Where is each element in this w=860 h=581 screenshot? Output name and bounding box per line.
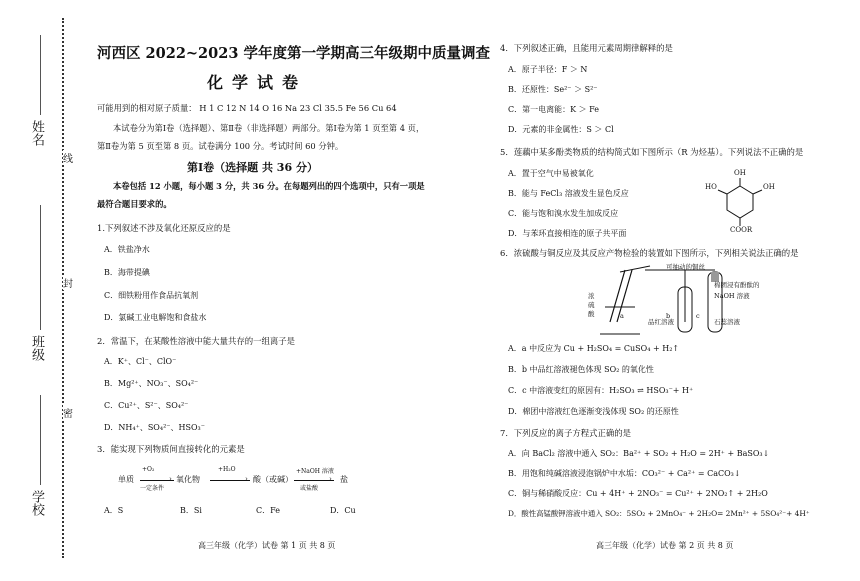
footer-left: 高三年级（化学）试卷 第 1 页 共 8 页: [198, 541, 336, 550]
chain-arrow2-head: ›: [245, 475, 248, 483]
q5-option-d: D．与苯环直接相连的原子共平面: [508, 229, 627, 238]
class-underline: [40, 205, 41, 330]
struct-oh-top: OH: [734, 169, 746, 177]
subject-title: 化学试卷: [207, 73, 308, 92]
struct-oh-right: OH: [763, 183, 775, 191]
chain-salt: 盐: [340, 475, 348, 484]
q4-option-d: D．元素的非金属性：S ＞ Cl: [508, 125, 614, 134]
class-label: 班级: [29, 335, 44, 361]
seal-char-dense: 密: [63, 405, 73, 420]
q5-option-a: A．置于空气中易被氧化: [508, 169, 594, 178]
info-line-1: 本试卷分为第Ⅰ卷（选择题）、第Ⅱ卷（非选择题）两部分。第Ⅰ卷为第 1 页至第 4 页，: [113, 123, 425, 133]
q1-option-d: D．氯碱工业电解饱和食盐水: [104, 313, 207, 322]
q6-option-b: B．b 中品红溶液褪色体现 SO₂ 的氧化性: [508, 365, 654, 374]
label-conc-acid: 浓硫酸: [588, 292, 595, 318]
q1-stem: 1.下列叙述不涉及氧化还原反应的是: [97, 223, 231, 233]
atomic-mass-line: 可能用到的相对原子质量： H 1 C 12 N 14 O 16 Na 23 Cl 35.5 Fe 56 Cu 64: [97, 103, 397, 113]
q7-option-d: D．酸性高锰酸钾溶液中通入 SO₂：5SO₂ + 2MnO₄⁻ + 2H₂O= 2Mn²⁺ + 5SO₄²⁻+ 4H⁺: [508, 509, 810, 518]
q4-option-c: C．第一电离能：K ＞ Fe: [508, 105, 600, 114]
q5-option-c: C．能与饱和溴水发生加成反应: [508, 209, 619, 218]
school-underline: [40, 395, 41, 485]
exam-title: 河西区 2022~2023 学年度第一学期高三年级期中质量调查: [97, 45, 490, 62]
chain-acid-base: 酸（或碱）: [253, 475, 293, 484]
chain-arrow1-bottom: 一定条件: [140, 485, 165, 492]
label-magenta-solution: 品红溶液: [648, 318, 674, 326]
label-b: b: [666, 312, 671, 320]
q7-option-b: B．用饱和纯碱溶液浸泡锅炉中水垢：CO₃²⁻ + Ca²⁺ = CaCO₃↓: [508, 469, 741, 478]
chain-arrow1-top: +O₂: [142, 466, 155, 473]
q2-option-b: B．Mg²⁺、NO₃⁻、SO₄²⁻: [104, 379, 199, 388]
q1-option-a: A．铁盐净水: [104, 245, 150, 254]
q1-option-c: C．细铁粉用作食品抗氧剂: [104, 291, 199, 300]
q3-option-d: D．Cu: [330, 506, 356, 515]
q3-option-b: B．Si: [180, 506, 202, 515]
label-c: c: [696, 312, 700, 320]
q7-option-c: C．铜与稀硝酸反应：Cu + 4H⁺ + 2NO₃⁻ = Cu²⁺ + 2NO₂↑ + 2H₂O: [508, 489, 768, 498]
label-naoh: NaOH 溶液: [714, 292, 750, 300]
label-litmus-solution: 石蕊溶液: [714, 318, 740, 326]
chain-arrow2-top: +H₂O: [218, 466, 236, 473]
chain-oxide: 氧化物: [176, 475, 200, 484]
chain-arrow3: [294, 480, 334, 481]
q2-option-d: D．NH₄⁺、SO₄²⁻、HSO₃⁻: [104, 423, 205, 432]
q3-option-a: A．S: [104, 506, 124, 515]
q6-option-c: C．c 中溶液变红的原因有：H₂SO₃ ⇌ HSO₃⁻+ H⁺: [508, 386, 694, 395]
q5-option-b: B．能与 FeCl₃ 溶液发生显色反应: [508, 189, 629, 198]
q4-stem: 4．下列叙述正确，且能用元素周期律解释的是: [500, 43, 673, 53]
q6-option-d: D．棉团中溶液红色逐渐变浅体现 SO₂ 的还原性: [508, 407, 679, 416]
q2-option-a: A．K⁺、Cl⁻、ClO⁻: [104, 357, 177, 366]
q1-option-b: B．海带提碘: [104, 268, 150, 277]
section-1-title: 第Ⅰ卷（选择题 共 36 分）: [187, 161, 318, 174]
struct-ho-left: HO: [705, 183, 717, 191]
chain-arrow3-top: +NaOH 溶液: [296, 468, 334, 475]
q5-stem: 5．莲藕中某多酚类物质的结构简式如下图所示（R 为烃基）。下列说法不正确的是: [500, 147, 804, 157]
q6-stem: 6．浓硫酸与铜反应及其反应产物检验的装置如下图所示，下列相关说法正确的是: [500, 248, 799, 258]
label-copper-wire: 可抽动的铜丝: [666, 263, 705, 271]
info-line-2: 第Ⅱ卷为第 5 页至第 8 页。试卷满分 100 分。考试时间 60 分钟。: [97, 141, 344, 151]
label-a: a: [620, 312, 624, 320]
q7-option-a: A．向 BaCl₂ 溶液中通入 SO₂：Ba²⁺ + SO₂ + H₂O = 2H⁺ + BaSO₃↓: [508, 449, 770, 458]
chain-element: 单质: [118, 475, 134, 484]
footer-right: 高三年级（化学）试卷 第 2 页 共 8 页: [596, 541, 734, 550]
section-1-intro-2: 最符合题目要求的。: [97, 199, 172, 209]
chain-arrow2: [210, 480, 250, 481]
chain-arrow3-bottom: 或盐酸: [300, 485, 319, 492]
q3-option-c: C．Fe: [256, 506, 280, 515]
section-1-intro-1: 本卷包括 12 小题，每小题 3 分，共 36 分。在每题列出的四个选项中，只有一项是: [113, 181, 425, 191]
seal-char-seal: 封: [63, 275, 73, 290]
chain-arrow1-head: ›: [169, 475, 172, 483]
name-underline: [40, 35, 41, 115]
label-cotton: 棉团浸有酚酞的: [714, 281, 760, 289]
q4-option-a: A．原子半径：F ＞ N: [508, 65, 588, 74]
chain-arrow3-head: ›: [329, 475, 332, 483]
q6-option-a: A．a 中反应为 Cu + H₂SO₄ = CuSO₄ + H₂↑: [508, 344, 680, 353]
name-label: 姓名: [29, 120, 44, 146]
q3-stem: 3．能实现下列物质间直接转化的元素是: [97, 444, 245, 454]
q7-stem: 7．下列反应的离子方程式正确的是: [500, 428, 631, 438]
struct-coor: COOR: [730, 226, 753, 234]
q2-stem: 2．常温下，在某酸性溶液中能大量共存的一组离子是: [97, 336, 295, 346]
seal-char-line: 线: [63, 150, 73, 165]
q2-option-c: C．Cu²⁺、S²⁻、SO₄²⁻: [104, 401, 189, 410]
q4-option-b: B．还原性：Se²⁻ ＞ S²⁻: [508, 85, 598, 94]
school-label: 学校: [29, 490, 44, 516]
